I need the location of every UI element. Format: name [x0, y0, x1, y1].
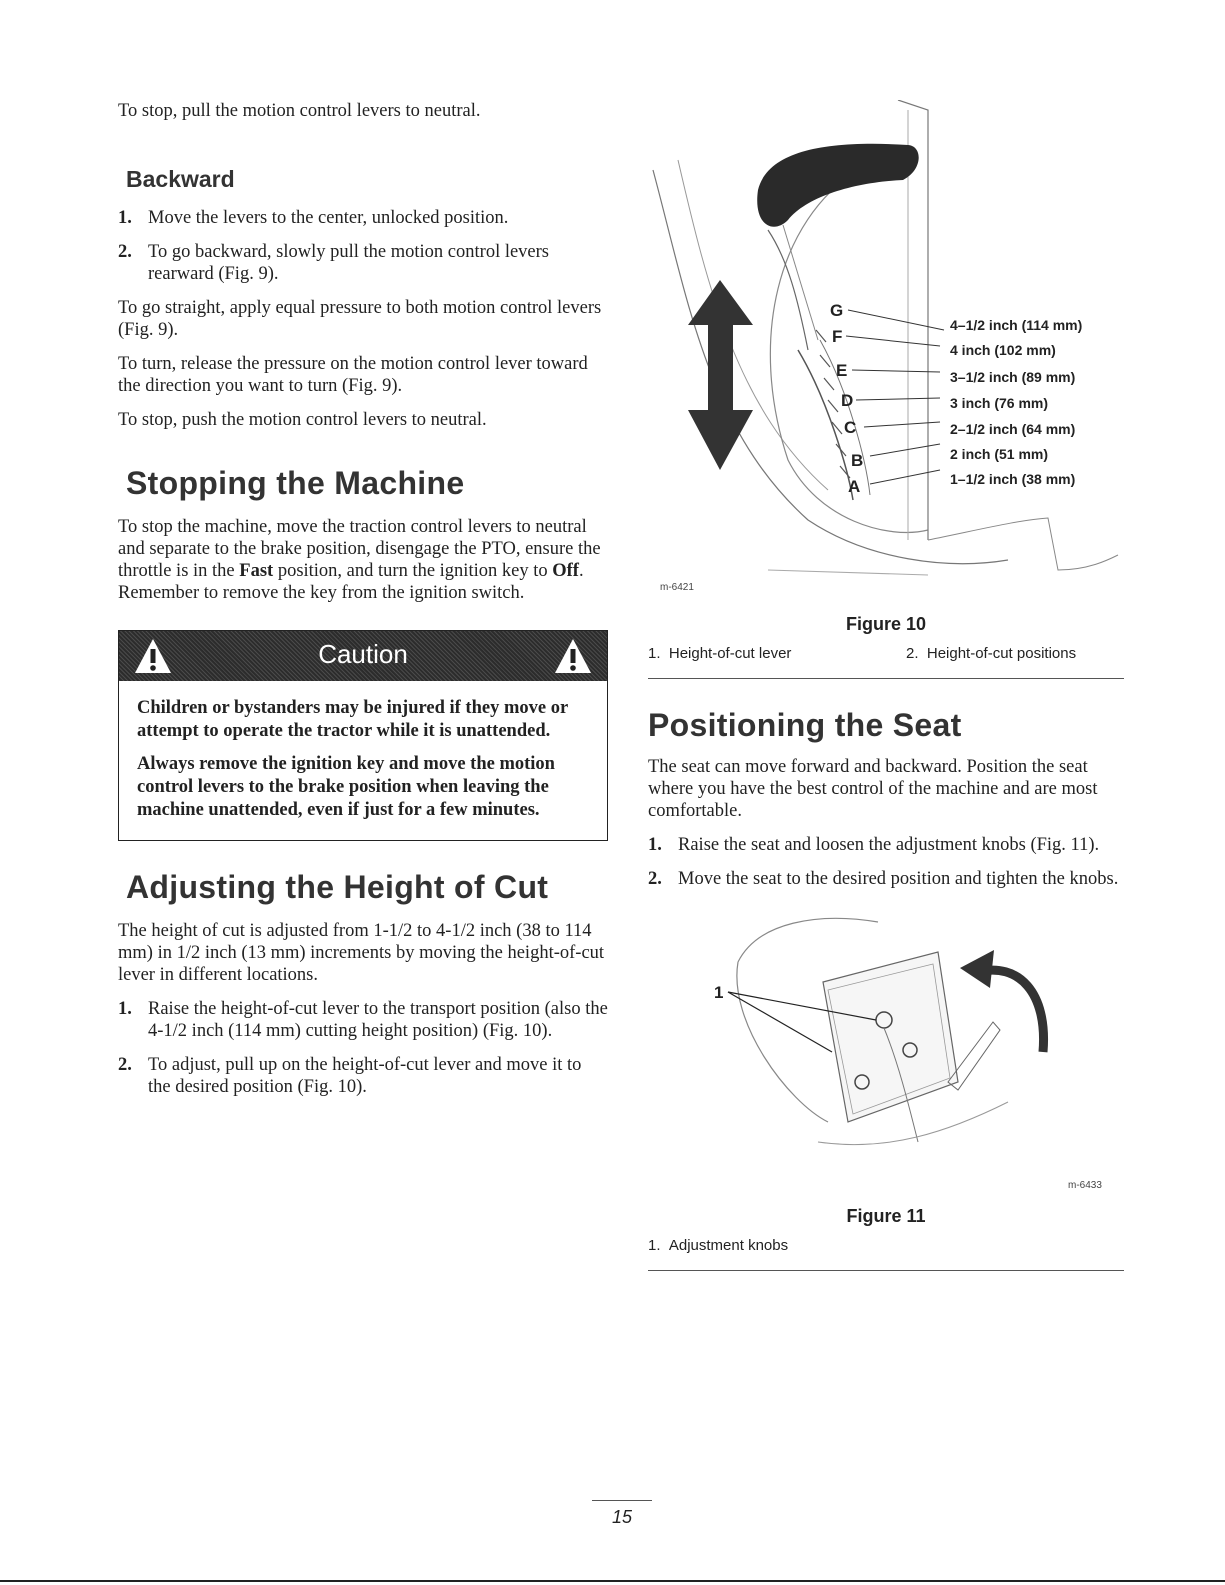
stop-text: To stop, push the motion control levers to neutral. [118, 410, 487, 430]
height-heading: Adjusting the Height of Cut [126, 869, 549, 905]
left-column [118, 100, 608, 1110]
position-label: 4 inch (102 mm) [950, 342, 1056, 358]
list-item [118, 207, 608, 229]
step-number: 1. [118, 208, 132, 228]
list-item [648, 868, 1124, 890]
off-label: Off [552, 561, 579, 581]
position-label: 3 inch (76 mm) [950, 395, 1049, 411]
figure-11-caption: Figure 11 [846, 1206, 926, 1226]
step-text: To adjust, pull up on the height-of-cut lever and move it to the desired position (Fig. 10). [148, 1055, 582, 1097]
position-label: 1–1/2 inch (38 mm) [950, 471, 1076, 487]
callout-number: 1 [714, 983, 724, 1002]
seat-intro: The seat can move forward and backward. Position the seat where you have the best control of the machine and are most comfortable. [648, 757, 1098, 821]
image-id: m-6433 [1068, 1180, 1102, 1191]
position-letter: A [848, 477, 861, 496]
seat-heading: Positioning the Seat [648, 707, 962, 743]
step-number: 1. [648, 835, 662, 855]
position-label: 4–1/2 inch (114 mm) [950, 317, 1083, 333]
seat-adjustment-illustration [648, 902, 1124, 1202]
backward-heading: Backward [126, 166, 235, 192]
list-item [118, 241, 608, 285]
position-label: 2–1/2 inch (64 mm) [950, 421, 1076, 437]
step-text: Raise the seat and loosen the adjustment knobs (Fig. 11). [678, 835, 1100, 855]
position-letter: G [830, 301, 844, 320]
height-intro: The height of cut is adjusted from 1-1/2 to 4-1/2 inch (38 to 114 mm) in 1/2 inch (13 mm) increments by moving the height-of-cut lever in different locations. [118, 921, 605, 985]
warning-triangle-icon [553, 637, 593, 675]
right-column [648, 100, 1124, 1271]
height-of-cut-illustration [648, 100, 1124, 610]
lever-handle [757, 144, 918, 227]
step-text: To go backward, slowly pull the motion control levers rearward (Fig. 9). [148, 242, 550, 284]
seat-plate [823, 952, 958, 1122]
position-letter: D [841, 391, 854, 410]
step-text: Move the seat to the desired position and tighten the knobs. [678, 869, 1119, 889]
figure-11-legend [648, 1237, 1124, 1271]
figure-10-caption: Figure 10 [845, 614, 927, 634]
housing-outline [653, 170, 1008, 564]
position-label: 2 inch (51 mm) [950, 446, 1049, 462]
step-number: 2. [118, 1055, 132, 1075]
stopping-heading: Stopping the Machine [126, 465, 465, 501]
position-letter: B [851, 451, 864, 470]
legend-item: 1. Height-of-cut lever [648, 645, 792, 662]
page-number: 15 [592, 1500, 652, 1528]
seat-steps [648, 834, 1124, 890]
figure-10-legend [648, 645, 1124, 679]
legend-item: 1. Adjustment knobs [648, 1237, 789, 1254]
caution-box [118, 630, 608, 841]
image-id: m-6421 [660, 582, 694, 593]
caution-body [119, 681, 607, 840]
intro-stop-text: To stop, pull the motion control levers to neutral. [118, 101, 481, 121]
up-down-arrow-icon [688, 280, 753, 470]
list-item [648, 834, 1124, 856]
position-letter: C [844, 418, 857, 437]
bottom-rule [0, 1580, 1225, 1582]
backward-steps [118, 207, 608, 285]
caution-para: Children or bystanders may be injured if they move or attempt to operate the tractor while it is unattended. [137, 698, 568, 741]
list-item [118, 1054, 608, 1098]
position-letter: F [832, 327, 843, 346]
step-text: Move the levers to the center, unlocked position. [148, 208, 509, 228]
legend-item: 2. Height-of-cut positions [906, 645, 1077, 662]
step-text: Raise the height-of-cut lever to the transport position (also the 4-1/2 inch (114 mm) cutting height position) (Fig. 10). [148, 999, 608, 1041]
list-item [118, 998, 608, 1042]
turn-text: To turn, release the pressure on the motion control lever toward the direction you want to turn (Fig. 9). [118, 354, 588, 396]
step-number: 1. [118, 999, 132, 1019]
caution-para: Always remove the ignition key and move the motion control levers to the brake position when leaving the machine unattended, even if just for a few minutes. [137, 754, 555, 820]
caution-title: Caution [318, 639, 408, 669]
position-label: 3–1/2 inch (89 mm) [950, 369, 1076, 385]
straight-text: To go straight, apply equal pressure to both motion control levers (Fig. 9). [118, 298, 602, 340]
position-letter: E [836, 361, 848, 380]
step-number: 2. [648, 869, 662, 889]
fast-label: Fast [239, 561, 274, 581]
height-steps [118, 998, 608, 1098]
caution-header [119, 631, 607, 681]
stopping-text: To stop the machine, move the traction control levers to neutral and separate to the brake position, disengage the PTO, ensure the throttle is in the Fast position, and turn the ignition key to Off. Remember to remove the key from the ignition switch. [118, 517, 601, 603]
step-number: 2. [118, 242, 132, 262]
